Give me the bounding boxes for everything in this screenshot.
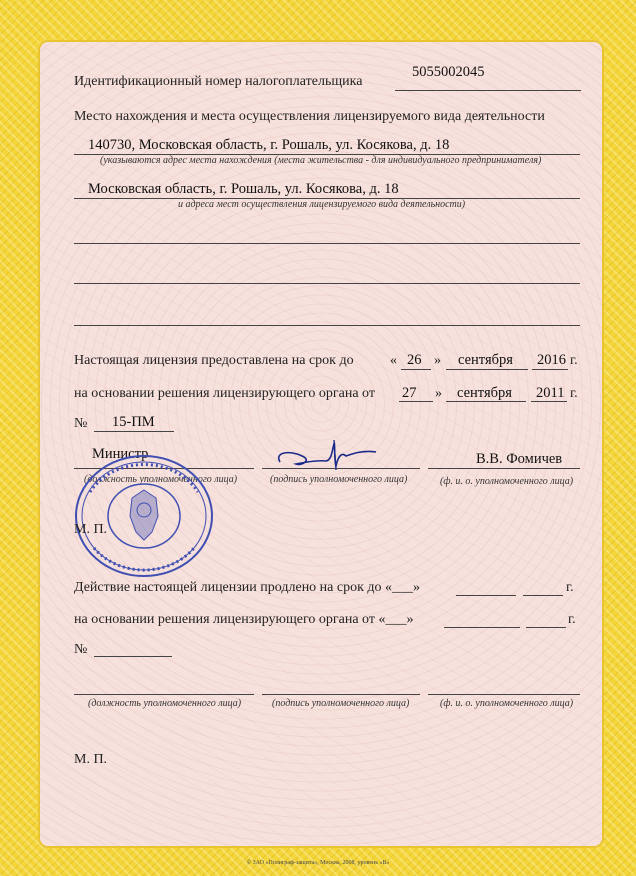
ext-sign-note: (подпись уполномоченного лица) (272, 698, 410, 709)
sign-note: (подпись уполномоченного лица) (270, 474, 408, 485)
number-label: № (74, 416, 88, 431)
decision-year-underline (531, 401, 567, 402)
signatory-name: В.В. Фомичев (476, 451, 563, 467)
signature-scribble-icon (272, 430, 382, 480)
address-note: (указываются адрес места нахождения (места жительства - для индивидуального предпринимателя) (100, 155, 542, 166)
term-year: 2016 (537, 352, 566, 368)
tin-value: 5055002045 (412, 64, 485, 80)
official-seal-icon (72, 452, 216, 582)
ext-name-line (428, 694, 580, 695)
decision-g: г. (570, 386, 578, 401)
term-label: Настоящая лицензия предоставлена на срок до (74, 353, 354, 368)
location-address: 140730, Московская область, г. Рошаль, ул. Косякова, д. 18 (88, 137, 450, 153)
extension-term-g: г. (566, 580, 574, 595)
term-year-underline (532, 369, 568, 370)
term-quote-close: » (434, 353, 441, 368)
ext-position-note: (должность уполномоченного лица) (88, 698, 242, 709)
decision-year: 2011 (536, 385, 565, 401)
decision-quote-close: » (435, 386, 442, 401)
tin-underline (395, 90, 581, 91)
term-day-underline (401, 369, 431, 370)
location-label: Место нахождения и места осуществления лицензируемого вида деятельности (74, 109, 545, 124)
ext-decision-year-line (526, 627, 566, 628)
number-value: 15-ПМ (112, 414, 155, 430)
extension-decision-label: на основании решения лицензирующего органа от «___» (74, 612, 414, 627)
signatory-position: Министр (92, 446, 149, 462)
ext-term-year-line (523, 595, 563, 596)
term-month-underline (446, 369, 528, 370)
ext-name-note: (ф. и. о. уполномоченного лица) (440, 698, 574, 709)
position-note: (должность уполномоченного лица) (84, 474, 238, 485)
extension-number-label: № (74, 642, 88, 657)
decision-day: 27 (402, 385, 417, 401)
term-g: г. (570, 353, 578, 368)
term-month: сентября (458, 352, 513, 368)
term-day: 26 (407, 352, 422, 368)
extension-decision-g: г. (568, 612, 576, 627)
ext-decision-month-line (444, 627, 520, 628)
blank-line-1 (74, 243, 580, 244)
activity-address: Московская область, г. Рошаль, ул. Косякова, д. 18 (88, 181, 399, 197)
number-underline (94, 431, 174, 432)
name-underline (428, 468, 580, 469)
decision-month-underline (446, 401, 526, 402)
ext-number-line (94, 656, 172, 657)
decision-label: на основании решения лицензирующего органа от (74, 386, 375, 401)
ext-stamp-label: М. П. (74, 752, 108, 767)
decision-day-underline (399, 401, 433, 402)
activity-note: и адреса мест осуществления лицензируемого вида деятельности) (178, 199, 466, 210)
blank-line-3 (74, 325, 580, 326)
ext-sign-line (262, 694, 420, 695)
stamp-label: М. П. (74, 522, 108, 537)
name-note: (ф. и. о. уполномоченного лица) (440, 476, 574, 487)
printer-footer: © ЗАО «Полиграф-защита», Москва, 2008, уровень «В» (246, 860, 390, 866)
tin-label: Идентификационный номер налогоплательщика (74, 74, 363, 89)
decision-month: сентября (457, 385, 512, 401)
extension-term-label: Действие настоящей лицензии продлено на срок до «___» (74, 580, 421, 595)
blank-line-2 (74, 283, 580, 284)
ext-position-line (74, 694, 254, 695)
ext-term-month-line (456, 595, 516, 596)
term-quote-open: « (390, 353, 397, 368)
